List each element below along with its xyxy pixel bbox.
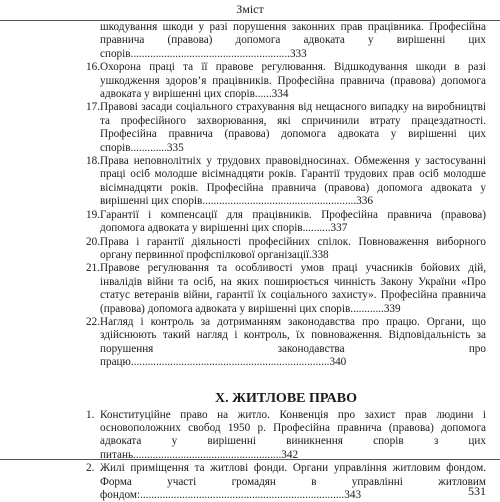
toc-content (86, 21, 486, 502)
toc-entry (86, 155, 486, 209)
toc-entry-number: 2. (86, 462, 95, 475)
toc-entry-number: 21. (86, 262, 100, 275)
toc-entry (86, 209, 486, 236)
section-title: X. ЖИТЛОВЕ ПРАВО (215, 390, 357, 406)
header-title: Зміст (236, 2, 264, 16)
toc-entry (86, 61, 486, 101)
toc-entry-number: 22. (86, 315, 100, 328)
toc-entry (86, 236, 486, 263)
toc-entry-text: Правові засади соціального страхування від нещасного випадку на виробництві та професійного захворювання, які спричинили втрату працездатності. Професійна правнича (правова) допомога адвоката у вирішенні цих спорів.............335 (100, 101, 486, 154)
toc-entry-number: 17. (86, 101, 100, 114)
toc-entry (86, 262, 486, 316)
toc-entry-text: Гарантії і компенсації для працівників. Професійна правнича (правова) допомога адвоката у вирішенні цих спорів..........337 (100, 208, 486, 235)
toc-entry (86, 101, 486, 155)
toc-entry-number: 20. (86, 235, 100, 248)
toc-entry (86, 21, 486, 61)
toc-entry-text: Охорона праці та її правове регулювання. Відшкодування шкоди в разі ушкодження здоров’я працівників. Професійна правнича (правова) допомога адвоката у вирішенні цих спорів......334 (100, 61, 486, 101)
toc-entry-number: 1. (86, 408, 95, 421)
toc-entry-text: Права неповнолітніх у трудових правовідносинах. Обмеження у застосуванні праці осіб молодше вісімнадцяти років. Гарантії трудових прав осіб молодше вісімнадцяти років. Професійна правнича (правова) допомога адвоката у вирішенні цих спорів.......................................................336 (100, 155, 486, 208)
toc-entry-number: 19. (86, 208, 100, 221)
toc-entry-number: 16. (86, 61, 100, 74)
toc-entry-text: шкодування шкоди у разі порушення законних прав працівника. Професійна правнича (правова) допомога адвоката у вирішенні цих спорів.........................................................333 (100, 21, 486, 60)
running-header (0, 0, 500, 21)
toc-entry-text: Правове регулювання та особливості умов праці учасників бойових дій, інвалідів війни та осіб, на яких поширюється чинність Закону України «Про статус ветеранів війни, гарантії їх соціального захисту». Професійна правнича (правова) допомога адвоката у вирішенні цих спорів............339 (100, 262, 486, 315)
toc-entry (86, 316, 486, 370)
toc-entry-text: Жилі приміщення та житлові фонди. Органи управління житловим фондом. Форма участі громадян в управлінні житловим фондом:.........................................................................343 (100, 462, 486, 501)
toc-entry (86, 409, 486, 463)
toc-entry-text: Права і гарантії діяльності професійних спілок. Повноваження виборного органу первинної профспілкової організації.338 (100, 235, 486, 261)
toc-entry (86, 462, 486, 502)
footer-rule (0, 459, 500, 460)
toc-entry-number: 18. (86, 155, 100, 168)
page-number: 531 (468, 484, 486, 498)
toc-entry-text: Нагляд і контроль за дотриманням законодавства про працю. Органи, що здійснюють такий нагляд і контроль, їх повноваження. Відповідальність за порушення законодавства про працю.......................................................................340 (100, 315, 486, 369)
toc-entry-text: Конституційне право на житло. Конвенція про захист прав людини і основоположних свобод 1950 р. Професійна правнича (правова) допомога адвоката у вирішенні виникнення спорів з цих питань.....................................................342 (100, 408, 486, 461)
